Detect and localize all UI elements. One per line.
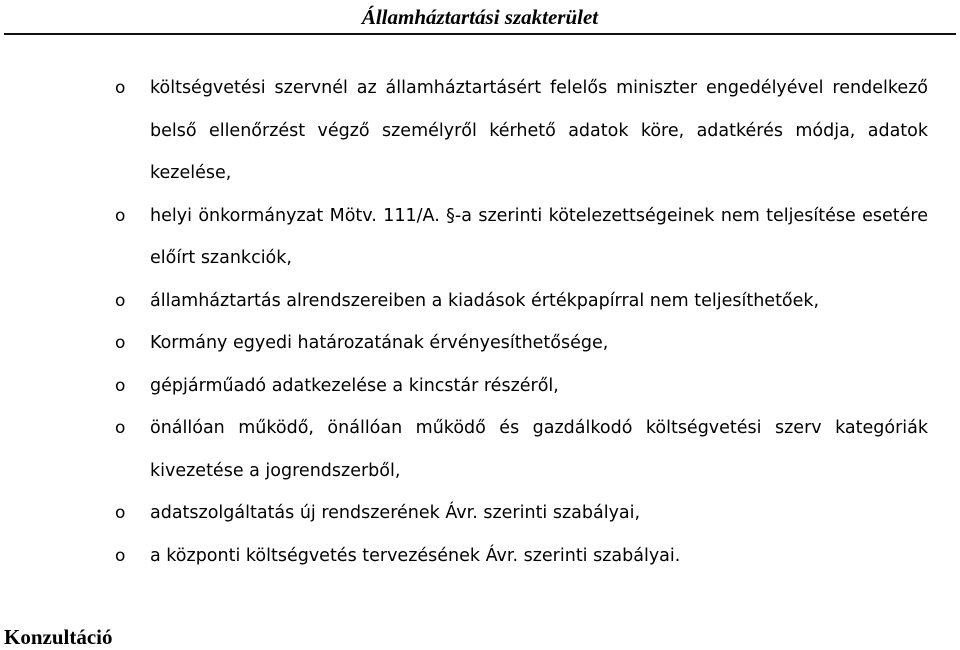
bullet-icon: o (115, 290, 126, 311)
header-divider (4, 33, 956, 35)
list-item (0, 67, 960, 195)
list-item (0, 322, 960, 365)
bullet-icon: o (115, 503, 126, 523)
bullet-icon: o (115, 375, 126, 396)
list-item (0, 365, 960, 408)
list-item-text: költségvetési szervnél az államháztartásért felelős miniszter engedélyével rendelkező belső ellenőrzést végző személyről kérhető adatok köre, adatkérés módja, adatok kezelése, (150, 78, 928, 183)
list-item (0, 492, 960, 535)
bullet-icon: o (115, 78, 126, 98)
list-item-text: önállóan működő, önállóan működő és gazdálkodó költségvetési szerv kategóriák kivezetése a jogrendszerből, (150, 418, 928, 481)
bullet-icon: o (115, 418, 126, 438)
list-item (0, 535, 960, 578)
list-item-text: adatszolgáltatás új rendszerének Ávr. szerinti szabályai, (150, 503, 641, 523)
list-item (0, 407, 960, 492)
list-item-text: államháztartás alrendszereiben a kiadások értékpapírral nem teljesíthetőek, (150, 290, 820, 311)
bullet-icon: o (115, 333, 126, 353)
list-item-text: Kormány egyedi határozatának érvényesíthetősége, (150, 333, 609, 353)
list-item-text: gépjárműadó adatkezelése a kincstár részéről, (150, 375, 559, 396)
list-item (0, 195, 960, 280)
section-heading-consultation: Konzultáció (4, 625, 113, 649)
list-item-text: helyi önkormányzat Mötv. 111/A. §-a szerinti kötelezettségeinek nem teljesítése esetére előírt szankciók, (150, 205, 928, 268)
bullet-icon: o (115, 545, 126, 566)
list-item-text: a központi költségvetés tervezésének Ávr. szerinti szabályai. (150, 545, 681, 566)
topic-list (0, 67, 960, 577)
list-item (0, 280, 960, 323)
bullet-icon: o (115, 205, 126, 226)
page-header-title: Államháztartási szakterület (361, 5, 599, 29)
